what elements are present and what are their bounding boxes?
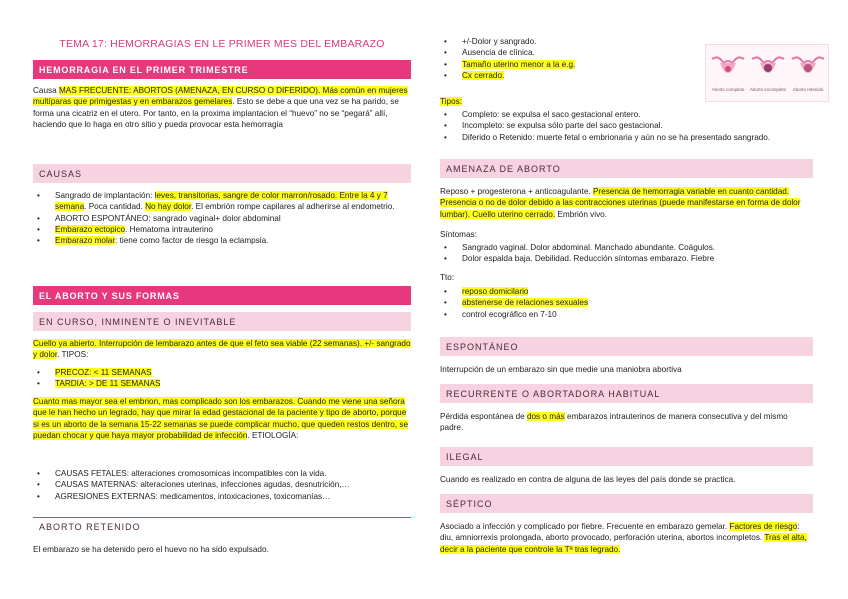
list-item: • TARDIA: > DE 11 SEMANAS xyxy=(33,378,411,389)
sintomas-label: Síntomas: xyxy=(440,230,477,239)
list-item: • control ecográfico en 7-10 xyxy=(440,309,813,320)
section-header-causas: CAUSAS xyxy=(33,164,411,183)
list-item: • AGRESIONES EXTERNAS: medicamentos, intoxicaciones, toxicomanías… xyxy=(33,491,411,502)
list-item: • Embarazo ectopico. Hematoma intrauterino xyxy=(33,224,411,235)
recurrente-paragraph: Pérdida espontánea de dos o más embarazos intrauterinos de manera consecutiva y del mismo padre. xyxy=(440,412,788,433)
uterus-illustration xyxy=(705,44,829,102)
espontaneo-text: Interrupción de un embarazo sin que medie una maniobra abortiva xyxy=(440,365,682,374)
list-item: • Incompleto: se expulsa sólo parte del saco gestacional. xyxy=(440,120,813,131)
list-item: • Sangrado de implantación: leves, transitorias, sangre de color marron/rosado. Entre la 4 y 7 semana. Poca cantidad. No hay dolor. El embrión rompe capilares al adherirse al endometrio. xyxy=(33,190,411,213)
causa-text-rest: . Esto se debe a que una vez se ha parido, se forma una cicatriz en el utero. Por tanto, en la proxima implantacion el “huevo” no se “pegará” allí, haciendo que lo haga en otro sitio y pueda provocar esta hemorragia xyxy=(33,97,399,129)
section-header-septico: SÉPTICO xyxy=(440,494,813,513)
section-header-ilegal: ILEGAL xyxy=(440,447,813,466)
page-title: TEMA 17: HEMORRAGIAS EN LE PRIMER MES DEL EMBARAZO xyxy=(59,38,385,50)
list-item: • Dolor espalda baja. Debilidad. Reducción síntomas embarazo. Fiebre xyxy=(440,253,813,264)
list-item: • ABORTO ESPONTÁNEO: sangrado vaginal+ dolor abdominal xyxy=(33,213,411,224)
right-top-list xyxy=(440,36,700,81)
list-item: • Sangrado vaginal. Dolor abdominal. Manchado abundante. Coágulos. xyxy=(440,242,813,253)
retenido-text: El embarazo se ha detenido pero el huevo no ha sido expulsado. xyxy=(33,545,269,554)
tto-label: Tto: xyxy=(440,273,455,282)
tipos-list xyxy=(33,367,411,390)
en-curso-paragraph: Cuello ya abierto. Interrupción de lembarazo antes de que el feto sea viable (22 semanas). +/- sangrado y dolor. TIPOS: xyxy=(33,339,411,360)
section-header-espontaneo: ESPONTÁNEO xyxy=(440,337,813,356)
section-header-aborto: EL ABORTO Y SUS FORMAS xyxy=(33,286,411,305)
ilegal-text: Cuando es realizado en contra de alguna de las leyes del país donde se practica. xyxy=(440,475,736,484)
causa-paragraph xyxy=(33,85,411,130)
tipos-right-list xyxy=(440,109,813,143)
list-item: • Ausencia de clínica. xyxy=(440,47,700,58)
en-curso-paragraph-2: Cuanto mas mayor sea el embrion, mas complicado son los embarazos. Cuando me viene una señora que le han hecho un legrado, hay que mirar la edad gestacional de la paciente y tipo de aborto, porque si es un aborto de la semana 15-22 semanas se puede complicar mucho, que queden restos dentro, se puedan chocar y que haya mayor probabilidad de infección. ETIOLOGÍA: xyxy=(33,397,409,440)
list-item: • +/-Dolor y sangrado. xyxy=(440,36,700,47)
amenaza-paragraph: Reposo + progesterona + anticoagulante. Presencia de hemorragia variable en cuanto cantidad. Presencia o no de dolor debido a las contracciones uterinas (puede manifestarse en forma de dolor lumbar). Cuello uterino cerrado. Embrión vivo. xyxy=(440,187,801,219)
causas-list xyxy=(33,190,411,247)
tto-list xyxy=(440,286,813,320)
section-header-primer-trimestre: HEMORRAGIA EN EL PRIMER TRIMESTRE xyxy=(33,60,411,79)
list-item: • reposo domicilario xyxy=(440,286,813,297)
list-item: • abstenerse de relaciones sexuales xyxy=(440,297,813,308)
causa-highlight: MAS FRECUENTE: ABORTOS (AMENAZA, EN CURSO O DIFERIDO). Más común en mujeres multíparas que primigestas y en embarazos gemelares xyxy=(33,86,408,107)
section-header-retenido: ABORTO RETENIDO xyxy=(33,517,411,536)
etiologia-list xyxy=(33,468,411,502)
list-item: • PRECOZ: < 11 SEMANAS xyxy=(33,367,411,378)
art-caption: Aborto completo xyxy=(711,87,745,92)
causa-text: Causa xyxy=(33,86,59,95)
art-caption: Aborto retenido xyxy=(792,87,824,92)
uterus-retained-icon xyxy=(790,53,826,83)
septico-paragraph: Asociado a infección y complicado por fiebre. Frecuente en embarazo gemelar. Factores de riesgo: diu, amniorrexis prolongada, aborto provocado, perforación uterina, abortos incompletos. Tras el alta, decir a la paciente que controle la Tª tras legrado. xyxy=(440,522,807,554)
list-item: • Cx cerrado. xyxy=(440,70,700,81)
sintomas-list xyxy=(440,242,813,265)
art-caption: Aborto incompleto xyxy=(749,87,787,92)
list-item: • CAUSAS FETALES: alteraciones cromosomicas incompatibles con la vida. xyxy=(33,468,411,479)
tipos-label: Tipos: xyxy=(440,97,462,106)
list-item: • Completo: se expulsa el saco gestacional entero. xyxy=(440,109,813,120)
section-header-recurrente: RECURRENTE O ABORTADORA HABITUAL xyxy=(440,384,813,403)
section-header-amenaza: AMENAZA DE ABORTO xyxy=(440,159,813,178)
list-item: • Diferido o Retenido: muerte fetal o embrionaria y aún no se ha presentado sangrado. xyxy=(440,132,813,143)
section-header-en-curso: EN CURSO, INMINENTE O INEVITABLE xyxy=(33,312,411,331)
uterus-incomplete-icon xyxy=(750,53,786,83)
list-item: • Tamaño uterino menor a la e.g. xyxy=(440,59,700,70)
list-item: • Embarazo molar: tiene como factor de riesgo la eclampsia. xyxy=(33,235,411,246)
list-item: • CAUSAS MATERNAS: alteraciones uterinas, infecciones agudas, desnutrición,… xyxy=(33,479,411,490)
uterus-complete-icon xyxy=(710,53,746,83)
